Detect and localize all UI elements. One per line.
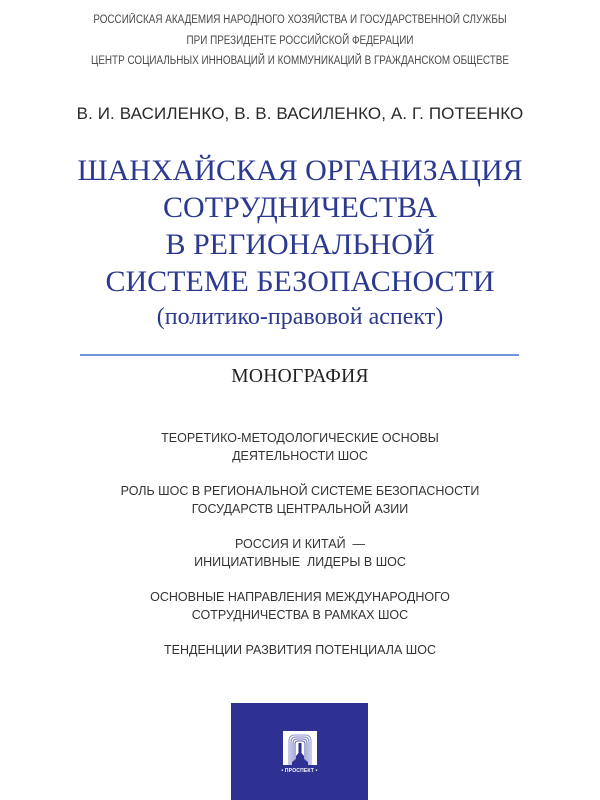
contents-item <box>0 535 600 571</box>
title-line: В РЕГИОНАЛЬНОЙ <box>165 228 435 261</box>
institution-line: ПРИ ПРЕЗИДЕНТЕ РОССИЙСКОЙ ФЕДЕРАЦИИ <box>186 34 414 47</box>
contents-item <box>0 588 600 624</box>
genre-label: МОНОГРАФИЯ <box>231 366 369 387</box>
contents-item-line: СОТРУДНИЧЕСТВА В РАМКАХ ШОС <box>191 608 409 622</box>
title-line: СОТРУДНИЧЕСТВА <box>163 191 437 224</box>
contents-item-line: РОССИЯ И КИТАЙ — <box>234 537 366 551</box>
book-title <box>0 152 600 333</box>
contents-item <box>0 482 600 518</box>
contents-item <box>0 429 600 465</box>
title-line: СИСТЕМЕ БЕЗОПАСНОСТИ <box>105 265 495 298</box>
contents-item <box>0 641 600 659</box>
contents-item-line: ИНИЦИАТИВНЫЕ ЛИДЕРЫ В ШОС <box>194 555 406 569</box>
contents-item-line: ТЕОРЕТИКО-МЕТОДОЛОГИЧЕСКИЕ ОСНОВЫ <box>161 431 439 445</box>
publisher-name: • ПРОСПЕКТ • <box>281 768 318 774</box>
contents-item-line: ДЕЯТЕЛЬНОСТИ ШОС <box>232 449 368 463</box>
arch-tower-icon <box>283 731 317 765</box>
contents-item-line: ОСНОВНЫЕ НАПРАВЛЕНИЯ МЕЖДУНАРОДНОГО <box>150 590 450 604</box>
divider-rule <box>80 354 519 356</box>
book-subtitle: (политико-правовой аспект) <box>156 304 444 330</box>
contents-item-line: ГОСУДАРСТВ ЦЕНТРАЛЬНОЙ АЗИИ <box>191 502 409 516</box>
institution-line: ЦЕНТР СОЦИАЛЬНЫХ ИННОВАЦИЙ И КОММУНИКАЦИЙ В ГРАЖДАНСКОМ ОБЩЕСТВЕ <box>91 55 509 67</box>
contents-item-line: ТЕНДЕНЦИИ РАЗВИТИЯ ПОТЕНЦИАЛА ШОС <box>164 643 436 657</box>
publisher-logo <box>275 731 325 774</box>
institution-header <box>42 11 558 73</box>
contents-list <box>0 429 600 676</box>
authors: В. И. ВАСИЛЕНКО, В. В. ВАСИЛЕНКО, А. Г. ПОТЕЕНКО <box>76 104 524 123</box>
title-line: ШАНХАЙСКАЯ ОРГАНИЗАЦИЯ <box>77 154 523 187</box>
institution-line: РОССИЙСКАЯ АКАДЕМИЯ НАРОДНОГО ХОЗЯЙСТВА И ГОСУДАРСТВЕННОЙ СЛУЖБЫ <box>93 14 507 26</box>
publisher-badge <box>231 703 368 800</box>
contents-item-line: РОЛЬ ШОС В РЕГИОНАЛЬНОЙ СИСТЕМЕ БЕЗОПАСНОСТИ <box>120 484 480 498</box>
